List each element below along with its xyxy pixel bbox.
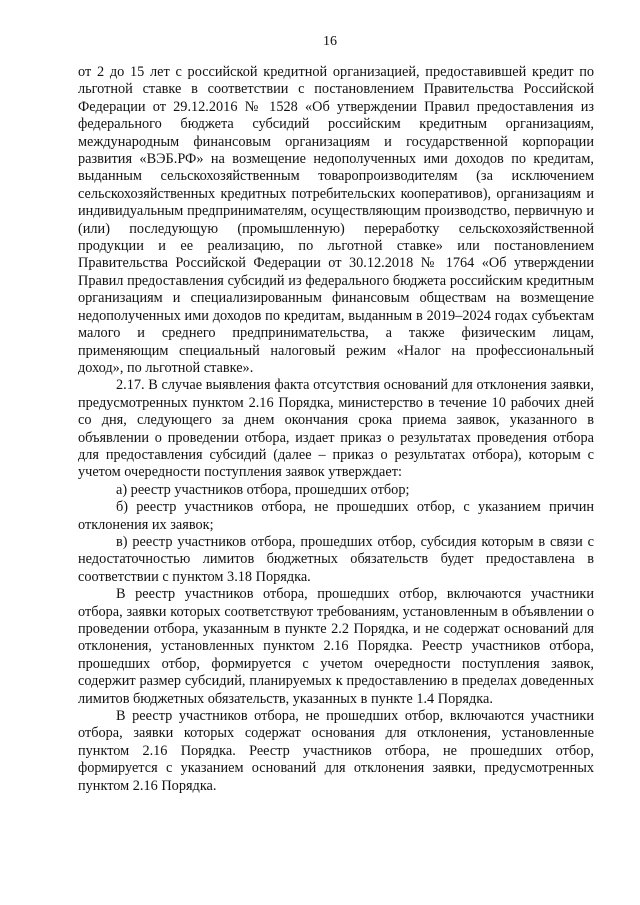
page-number: 16 [323,34,337,49]
paragraph-failed-registry: В реестр участников отбора, не прошедших отбор, включаются участники отбора, заявки которых содержат основания для отклонения, установленные пунктом 2.16 Порядка. Реестр участников отбора, не прошедших отбор, формируется с указанием оснований для отклонения заявки, предусмотренных пунктом 2.16 Порядка. [78,708,594,794]
list-item-v: в) реестр участников отбора, прошедших отбор, субсидия которым в связи с недостаточностью лимитов бюджетных обязательств будет предоставлена в соответствии с пунктом 3.18 Порядка. [78,533,594,585]
list-item-b: б) реестр участников отбора, не прошедших отбор, с указанием причин отклонения их заявок; [78,499,594,533]
document-body [78,64,594,795]
paragraph-continuation: от 2 до 15 лет с российской кредитной организацией, предоставившей кредит по льготной ставке в соответствии с постановлением Правительства Российской Федерации от 29.12.2016 № 1528 «Об утверждении Правил предоставления из федерального бюджета субсидий российским кредитным организациям, международным финансовым организациям и государственной корпорации развития «ВЭБ.РФ» на возмещение недополученных ими доходов по кредитам, выданным сельскохозяйственным товаропроизводителям (за исключением сельскохозяйственных кредитных потребительских кооперативов), организациям и индивидуальным предпринимателям, осуществляющим производство, первичную и (или) последующую (промышленную) переработку сельскохозяйственной продукции и ее реализацию, по льготной ставке» или постановлением Правительства Российской Федерации от 30.12.2018 № 1764 «Об утверждении Правил предоставления субсидий из федерального бюджета российским кредитным организациям и специализированным финансовым обществам на возмещение недополученных ими доходов по кредитам, выданным в 2019–2024 годах субъектам малого и среднего предпринимательства, а также физическим лицам, применяющим специальный налоговый режим «Налог на профессиональный доход», по льготной ставке». [78,64,594,376]
paragraph-2-17: 2.17. В случае выявления факта отсутствия оснований для отклонения заявки, предусмотренных пунктом 2.16 Порядка, министерство в течение 10 рабочих дней со дня, следующего за днем окончания срока приема заявок, указанного в объявлении о проведении отбора, издает приказ о результатах проведения отбора для предоставления субсидий (далее – приказ о результатах отбора), которым с учетом очередности поступления заявок утверждает: [78,377,594,481]
list-item-a: а) реестр участников отбора, прошедших отбор; [116,481,410,498]
paragraph-passed-registry: В реестр участников отбора, прошедших отбор, включаются участники отбора, заявки которых соответствуют требованиям, установленным в объявлении о проведении отбора, указанным в пункте 2.2 Порядка, и не содержат оснований для отклонения, установленных пунктом 2.16 Порядка. Реестр участников отбора, прошедших отбор, формируется с учетом очередности поступления заявок, содержит размер субсидий, планируемых к предоставлению в пределах доведенных лимитов бюджетных обязательств, указанных в пункте 1.4 Порядка. [78,586,594,707]
